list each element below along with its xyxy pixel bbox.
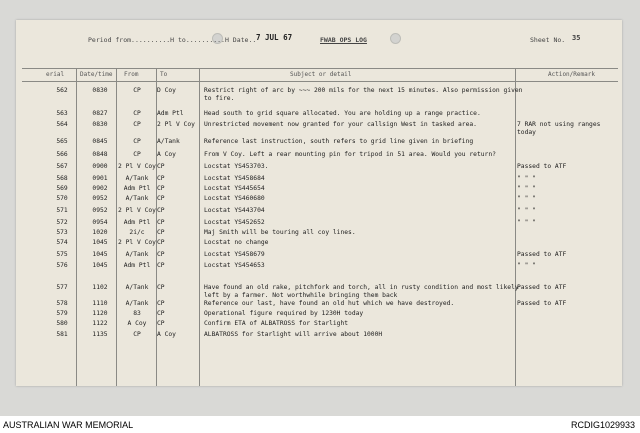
cell-serial: 565 (56, 138, 68, 145)
cell-to: A Coy (157, 151, 176, 158)
cell-serial: 575 (56, 251, 68, 258)
cell-from: A/Tank (125, 300, 149, 307)
cell-action: " " " (517, 175, 536, 182)
table-row (0, 262, 640, 272)
cell-from: CP (133, 121, 141, 128)
cell-from: Adm Ptl (123, 262, 151, 269)
cell-dt: 0845 (92, 138, 108, 145)
unit-name: FWAB OPS LOG (320, 36, 367, 44)
cell-from: A Coy (127, 320, 147, 327)
cell-subject: Unrestricted movement now granted for your callsign West in tasked area. (204, 121, 477, 128)
archive-credit: AUSTRALIAN WAR MEMORIAL (3, 420, 134, 430)
cell-serial: 562 (56, 87, 68, 94)
cell-action: " " " (517, 195, 536, 202)
sheet-date: 7 JUL 67 (256, 33, 293, 42)
cell-subject: ALBATROSS for Starlight will arrive about 1000H (204, 331, 383, 338)
table-row (0, 87, 640, 102)
cell-dt: 1120 (92, 310, 108, 317)
cell-dt: 0830 (92, 121, 108, 128)
cell-action: " " " (517, 262, 536, 269)
cell-serial: 579 (56, 310, 68, 317)
cell-subject-cont: to fire. (204, 95, 235, 102)
cell-from: CP (133, 87, 141, 94)
cell-to: CP (157, 284, 165, 291)
cell-from: CP (133, 110, 141, 117)
cell-from: CP (133, 151, 141, 158)
cell-from: 2i/c (129, 229, 145, 236)
table-row (0, 185, 640, 195)
table-row (0, 310, 640, 320)
table-row (0, 163, 640, 173)
cell-serial: 578 (56, 300, 68, 307)
cell-dt: 1122 (92, 320, 108, 327)
cell-serial: 573 (56, 229, 68, 236)
col-from: From (124, 71, 139, 78)
table-row (0, 138, 640, 148)
cell-from: 83 (133, 310, 141, 317)
cell-to: CP (157, 310, 165, 317)
period-field: Period from..........H to..........H Date.. (88, 36, 257, 44)
cell-serial: 581 (56, 331, 68, 338)
table-row (0, 284, 640, 299)
table-row (0, 195, 640, 205)
cell-action: " " " (517, 207, 536, 214)
cell-dt: 0848 (92, 151, 108, 158)
cell-serial: 580 (56, 320, 68, 327)
cell-from: Adm Ptl (123, 219, 151, 226)
cell-to: A/Tank (157, 138, 180, 145)
cell-subject: Locstat YS458684 (204, 175, 265, 182)
cell-from: Adm Ptl (123, 185, 151, 192)
sheet-no: 35 (572, 34, 581, 42)
cell-dt: 0954 (92, 219, 108, 226)
cell-action: Passed to ATF (517, 163, 567, 170)
table-row (0, 320, 640, 330)
cell-subject: Locstat YS452652 (204, 219, 265, 226)
cell-dt: 0827 (92, 110, 108, 117)
table-row (0, 300, 640, 310)
cell-subject: Maj Smith will be touring all coy lines. (204, 229, 356, 236)
cell-from: A/Tank (125, 284, 149, 291)
cell-action-cont: today (517, 129, 536, 136)
table-row (0, 239, 640, 249)
cell-subject: From V Coy. Left a rear mounting pin for tripod in 51 area. Would you return? (204, 151, 496, 158)
table-row (0, 151, 640, 161)
cell-subject: Reference last instruction, south refers to grid line given in briefing (204, 138, 474, 145)
cell-to: 2 Pl V Coy (157, 121, 195, 128)
table-row (0, 251, 640, 261)
cell-subject: Reference our last, have found an old hut which we have destroyed. (204, 300, 455, 307)
cell-serial: 567 (56, 163, 68, 170)
cell-action: Passed to ATF (517, 300, 567, 307)
cell-to: CP (157, 219, 165, 226)
col-to: To (160, 71, 168, 78)
cell-subject: Restrict right of arc by ~~~ 200 mils for the next 15 minutes. Also permission given (204, 87, 523, 94)
cell-to: Adm Ptl (157, 110, 184, 117)
cell-dt: 1045 (92, 251, 108, 258)
cell-action: Passed to ATF (517, 284, 567, 291)
table-row (0, 207, 640, 217)
cell-dt: 0900 (92, 163, 108, 170)
cell-dt: 0901 (92, 175, 108, 182)
cell-serial: 571 (56, 207, 68, 214)
col-datetime: Date/time (80, 71, 113, 78)
cell-to: A Coy (157, 331, 176, 338)
cell-from: 2 Pl V Coy (118, 207, 156, 214)
cell-dt: 0952 (92, 207, 108, 214)
cell-serial: 564 (56, 121, 68, 128)
cell-dt: 0830 (92, 87, 108, 94)
cell-subject: Locstat YS453703. (204, 163, 269, 170)
cell-subject: Operational figure required by 1230H today (204, 310, 364, 317)
cell-serial: 572 (56, 219, 68, 226)
cell-to: CP (157, 239, 165, 246)
cell-action: " " " (517, 219, 536, 226)
cell-serial: 570 (56, 195, 68, 202)
sheet-no-label: Sheet No. (530, 36, 566, 44)
archive-id: RCDIG1029933 (570, 420, 635, 430)
table-row (0, 121, 640, 136)
cell-serial: 563 (56, 110, 68, 117)
sheet-header (60, 33, 620, 50)
cell-to: CP (157, 185, 165, 192)
cell-to: CP (157, 175, 165, 182)
cell-from: 2 Pl V Coy (118, 239, 156, 246)
table-row (0, 331, 640, 341)
cell-dt: 1110 (92, 300, 108, 307)
col-subject: Subject or detail (290, 71, 352, 78)
cell-from: CP (133, 331, 141, 338)
cell-to: CP (157, 300, 165, 307)
cell-from: A/Tank (125, 175, 149, 182)
cell-serial: 566 (56, 151, 68, 158)
cell-from: A/Tank (125, 195, 149, 202)
rule (22, 68, 618, 69)
cell-dt: 0952 (92, 195, 108, 202)
cell-from: CP (133, 138, 141, 145)
cell-to: D Coy (157, 87, 176, 94)
cell-subject: Confirm ETA of ALBATROSS for Starlight (204, 320, 349, 327)
cell-subject: Head south to grid square allocated. You are holding up a range practice. (204, 110, 481, 117)
cell-serial: 577 (56, 284, 68, 291)
cell-subject: Locstat YS445654 (204, 185, 265, 192)
cell-serial: 576 (56, 262, 68, 269)
cell-subject-cont: left by a farmer. Not worthwhile bringing them back (204, 292, 398, 299)
cell-subject: Locstat YS454653 (204, 262, 265, 269)
cell-action: 7 RAR not using ranges (517, 121, 601, 128)
cell-to: CP (157, 320, 165, 327)
rule (22, 81, 618, 82)
table-row (0, 110, 640, 120)
table-row (0, 229, 640, 239)
cell-to: CP (157, 229, 165, 236)
cell-dt: 1045 (92, 262, 108, 269)
cell-action: Passed to ATF (517, 251, 567, 258)
table-row (0, 219, 640, 229)
col-serial: erial (46, 71, 65, 78)
cell-dt: 1135 (92, 331, 108, 338)
cell-to: CP (157, 262, 165, 269)
cell-dt: 1020 (92, 229, 108, 236)
cell-from: A/Tank (125, 251, 149, 258)
cell-dt: 0902 (92, 185, 108, 192)
cell-serial: 569 (56, 185, 68, 192)
cell-from: 2 Pl V Coy (118, 163, 156, 170)
cell-to: CP (157, 195, 165, 202)
cell-serial: 568 (56, 175, 68, 182)
cell-to: CP (157, 207, 165, 214)
cell-action: " " " (517, 185, 536, 192)
cell-subject: Locstat YS460680 (204, 195, 265, 202)
cell-to: CP (157, 163, 165, 170)
cell-dt: 1102 (92, 284, 108, 291)
cell-subject: Locstat YS443704 (204, 207, 265, 214)
col-action: Action/Remark (548, 71, 595, 78)
cell-serial: 574 (56, 239, 68, 246)
table-row (0, 175, 640, 185)
cell-subject: Have found an old rake, pitchfork and torch, all in rusty condition and most likely (204, 284, 519, 291)
cell-dt: 1045 (92, 239, 108, 246)
cell-subject: Locstat no change (204, 239, 269, 246)
cell-subject: Locstat YS458679 (204, 251, 265, 258)
cell-to: CP (157, 251, 165, 258)
